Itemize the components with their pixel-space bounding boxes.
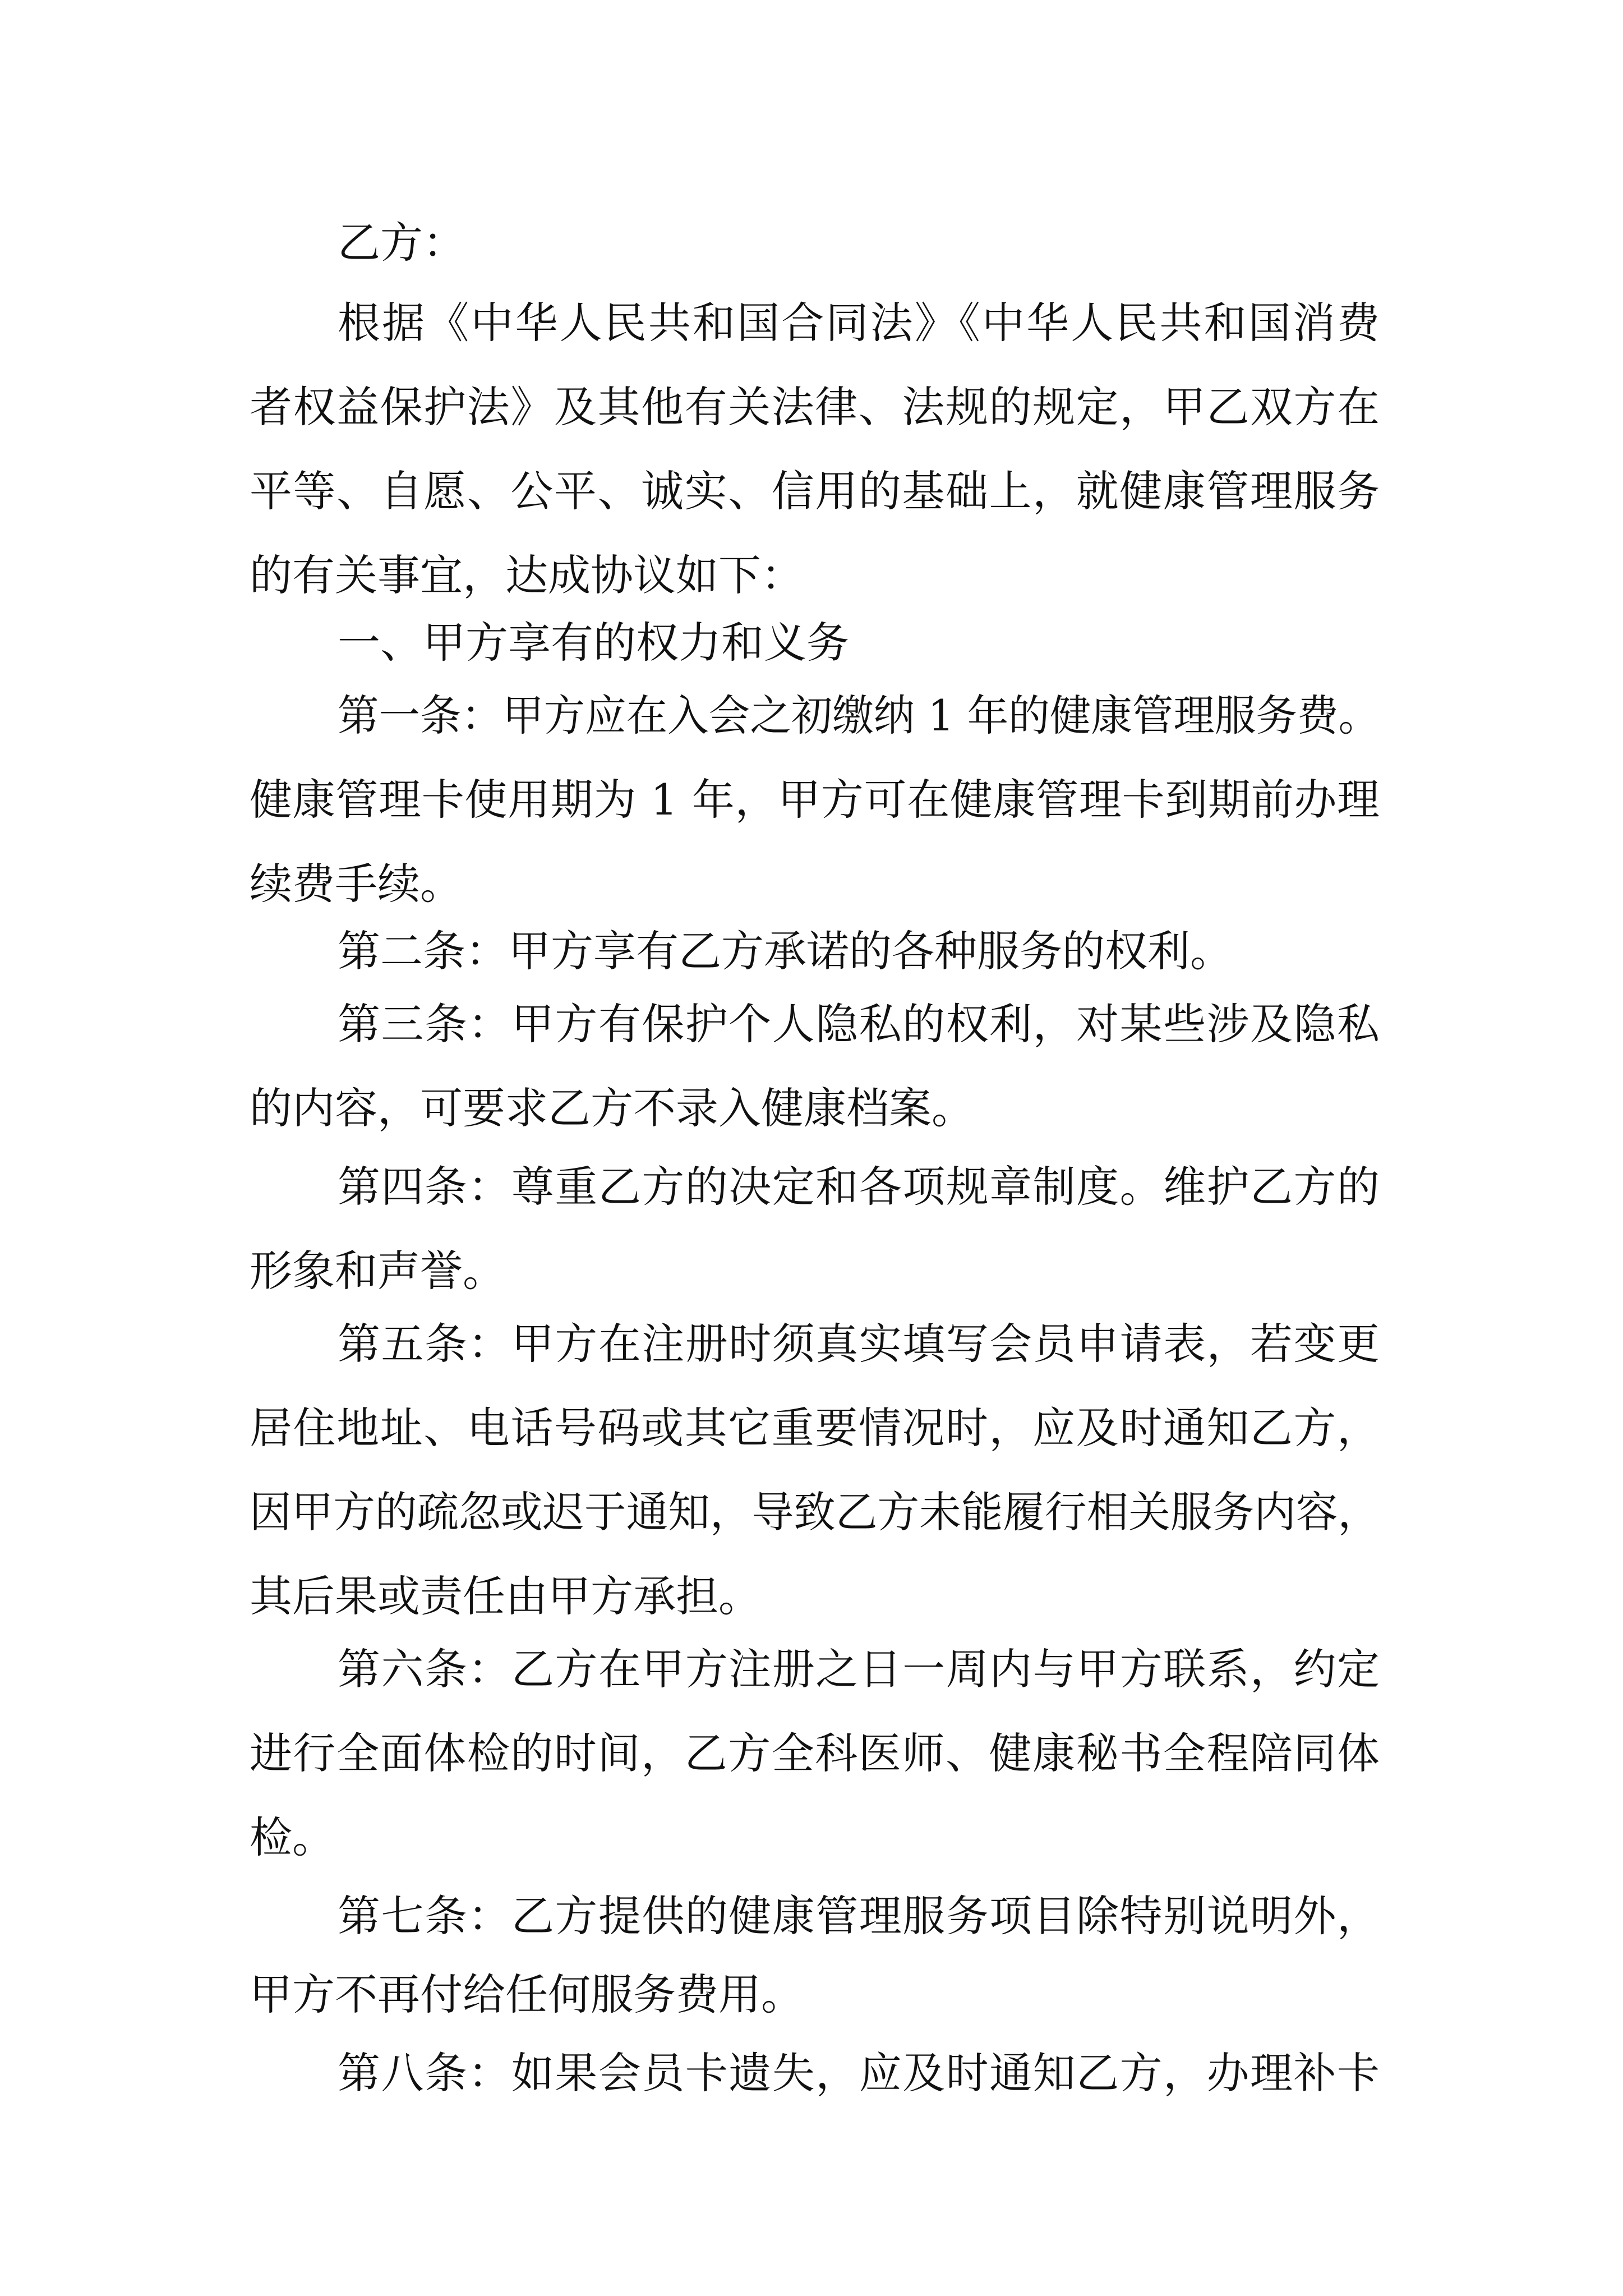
- party-b-label: 乙方：: [338, 218, 465, 268]
- preamble-line-4: 的有关事宜，达成协议如下：: [250, 550, 804, 600]
- article-1-line-3: 续费手续。: [250, 859, 463, 909]
- preamble-line-3: 平等、自愿、公平、诚实、信用的基础上，就健康管理服务: [250, 466, 1381, 516]
- preamble-line-2: 者权益保护法》及其他有关法律、法规的规定，甲乙双方在: [250, 382, 1381, 432]
- article-1-line-2: 健康管理卡使用期为 1 年，甲方可在健康管理卡到期前办理: [250, 775, 1380, 825]
- article-3-line-2: 的内容，可要求乙方不录入健康档案。: [250, 1083, 974, 1133]
- article-5-line-2: 居住地址、电话号码或其它重要情况时，应及时通知乙方，: [250, 1403, 1381, 1453]
- article-1-line-1: 第一条：甲方应在入会之初缴纳 1 年的健康管理服务费。: [338, 691, 1380, 740]
- article-5-line-3: 因甲方的疏忽或迟于通知，导致乙方未能履行相关服务内容，: [250, 1487, 1380, 1537]
- section-heading: 一、甲方享有的权力和义务: [338, 618, 849, 668]
- article-7-line-2: 甲方不再付给任何服务费用。: [250, 1970, 804, 2019]
- article-4-line-1: 第四条：尊重乙方的决定和各项规章制度。维护乙方的: [338, 1162, 1381, 1212]
- preamble-line-1: 根据《中华人民共和国合同法》《中华人民共和国消费: [338, 298, 1382, 348]
- article-6-line-1: 第六条：乙方在甲方注册之日一周内与甲方联系，约定: [338, 1644, 1381, 1694]
- article-6-line-3: 检。: [250, 1812, 335, 1862]
- article-8-line-1: 第八条：如果会员卡遗失，应及时通知乙方，办理补卡: [338, 2048, 1381, 2098]
- article-2-line-1: 第二条：甲方享有乙方承诺的各种服务的权利。: [338, 926, 1233, 976]
- article-5-line-1: 第五条：甲方在注册时须真实填写会员申请表，若变更: [338, 1319, 1381, 1369]
- article-3-line-1: 第三条：甲方有保护个人隐私的权利，对某些涉及隐私: [338, 999, 1381, 1049]
- article-7-line-1: 第七条：乙方提供的健康管理服务项目除特别说明外，: [338, 1891, 1381, 1941]
- article-4-line-2: 形象和声誉。: [250, 1246, 505, 1296]
- article-5-line-4: 其后果或责任由甲方承担。: [250, 1571, 761, 1621]
- article-6-line-2: 进行全面体检的时间，乙方全科医师、健康秘书全程陪同体: [250, 1728, 1381, 1778]
